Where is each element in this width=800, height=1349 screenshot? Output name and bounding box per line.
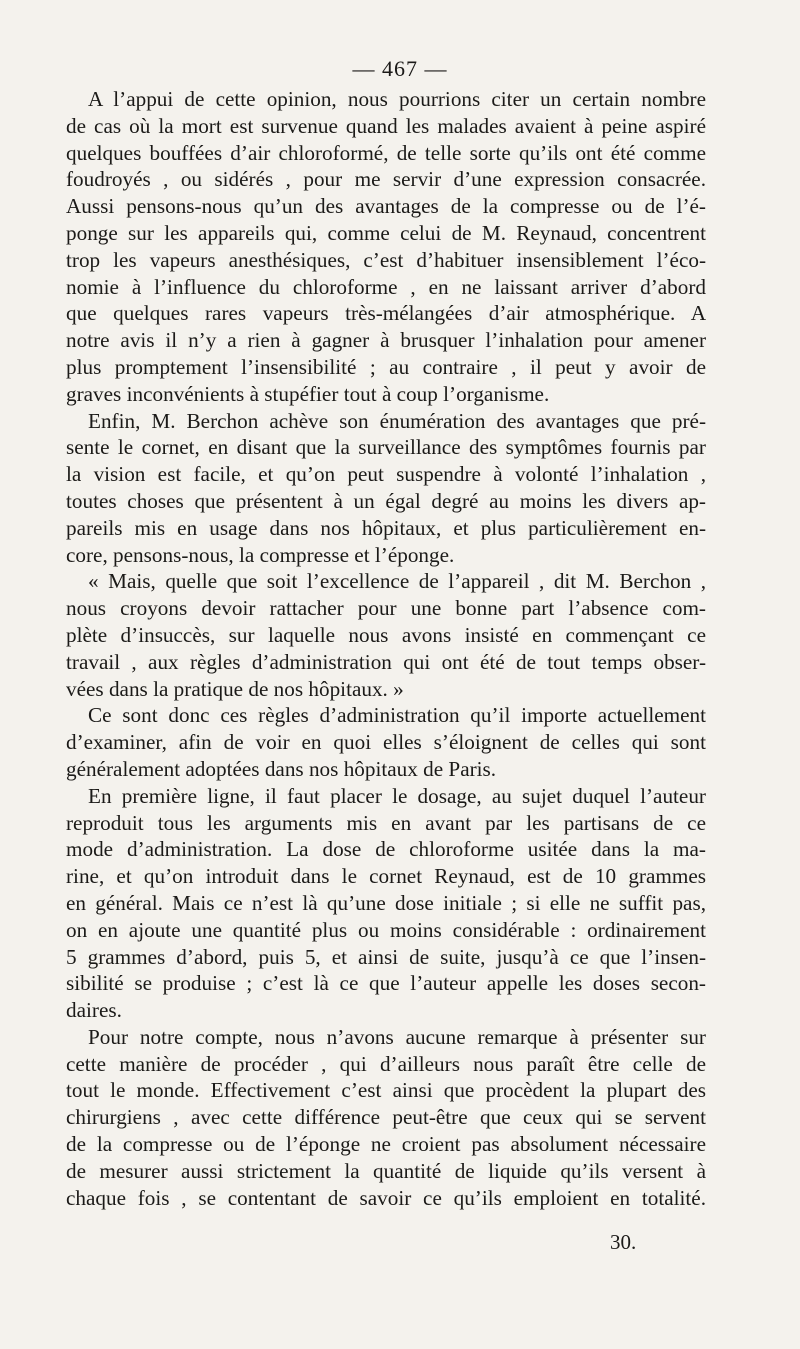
text-line: « Mais, quelle que soit l’excellence de l’appareil , dit M. Berchon , — [88, 569, 706, 594]
text-line: toutes choses que présentent à un égal degré au moins les divers ap- — [66, 488, 706, 513]
text-line: Pour notre compte, nous n’avons aucune remarque à présenter sur — [88, 1024, 706, 1049]
text-line: de la compresse ou de l’éponge ne croient pas absolument nécessaire — [66, 1132, 706, 1157]
text-line: sente le cornet, en disant que la surveillance des symptômes fournis par — [66, 435, 706, 460]
body-text — [66, 86, 706, 1211]
text-line: sibilité se produise ; c’est là ce que l’auteur appelle les doses secon- — [66, 971, 706, 996]
text-line: on en ajoute une quantité plus ou moins considérable : ordinairement — [66, 917, 706, 942]
text-line: d’examiner, afin de voir en quoi elles s’éloignent de celles qui sont — [66, 730, 706, 755]
text-line: cette manière de procéder , qui d’ailleurs nous paraît être celle de — [66, 1051, 706, 1076]
text-line: Enfin, M. Berchon achève son énumération des avantages que pré- — [88, 408, 706, 433]
text-line: A l’appui de cette opinion, nous pourrions citer un certain nombre — [88, 87, 706, 111]
text-line: daires. — [66, 998, 122, 1023]
text-line: En première ligne, il faut placer le dosage, au sujet duquel l’auteur — [88, 783, 706, 808]
text-line: Ce sont donc ces règles d’administration qu’il importe actuellement — [88, 703, 706, 728]
text-line: plus promptement l’insensibilité ; au contraire , il peut y avoir de — [66, 354, 706, 379]
text-line: ponge sur les appareils qui, comme celui de M. Reynaud, concentrent — [66, 220, 706, 245]
text-line: que quelques rares vapeurs très-mélangées d’air atmosphérique. A — [66, 301, 706, 326]
text-line: de cas où la mort est survenue quand les malades avaient à peine aspiré — [66, 113, 706, 138]
text-line: core, pensons-nous, la compresse et l’éponge. — [66, 542, 455, 567]
text-line: pareils mis en usage dans nos hôpitaux, et plus particulièrement en- — [66, 515, 706, 540]
text-line: de mesurer aussi strictement la quantité de liquide qu’ils versent à — [66, 1158, 706, 1183]
text-line: quelques bouffées d’air chloroformé, de telle sorte qu’ils ont été comme — [66, 140, 706, 165]
text-line: la vision est facile, et qu’on peut suspendre à volonté l’inhalation , — [66, 462, 706, 487]
text-line: mode d’administration. La dose de chloroforme usitée dans la ma- — [66, 837, 706, 862]
text-line: notre avis il n’y a rien à gagner à brusquer l’inhalation pour amener — [66, 328, 706, 353]
text-line: foudroyés , ou sidérés , pour me servir d’une expression consacrée. — [66, 167, 706, 192]
text-line: vées dans la pratique de nos hôpitaux. » — [66, 676, 404, 701]
signature-mark: 30. — [610, 1230, 637, 1254]
text-line: trop les vapeurs anesthésiques, c’est d’habituer insensiblement l’éco- — [66, 247, 706, 272]
text-line: plète d’insuccès, sur laquelle nous avons insisté en commençant ce — [66, 622, 706, 647]
text-line: Aussi pensons-nous qu’un des avantages de la compresse ou de l’é- — [66, 194, 706, 219]
text-line: nous croyons devoir rattacher pour une bonne part l’absence com- — [66, 596, 706, 621]
text-line: graves inconvénients à stupéfier tout à coup l’organisme. — [66, 381, 550, 406]
text-line: chirurgiens , avec cette différence peut-être que ceux qui se servent — [66, 1105, 706, 1130]
page-number: — 467 — — [352, 56, 448, 81]
text-line: 5 grammes d’abord, puis 5, et ainsi de suite, jusqu’à ce que l’insen- — [66, 944, 706, 969]
text-line: chaque fois , se contentant de savoir ce qu’ils emploient en totalité. — [66, 1185, 706, 1210]
text-line: reproduit tous les arguments mis en avant par les partisans de ce — [66, 810, 706, 835]
text-line: généralement adoptées dans nos hôpitaux de Paris. — [66, 756, 497, 781]
text-line: nomie à l’influence du chloroforme , en ne laissant arriver d’abord — [66, 274, 706, 299]
text-line: rine, et qu’on introduit dans le cornet Reynaud, est de 10 grammes — [66, 864, 706, 889]
text-line: en général. Mais ce n’est là qu’une dose initiale ; si elle ne suffit pas, — [66, 890, 706, 915]
text-line: travail , aux règles d’administration qui ont été de tout temps obser- — [66, 649, 706, 674]
text-line: tout le monde. Effectivement c’est ainsi que procèdent la plupart des — [66, 1078, 706, 1103]
